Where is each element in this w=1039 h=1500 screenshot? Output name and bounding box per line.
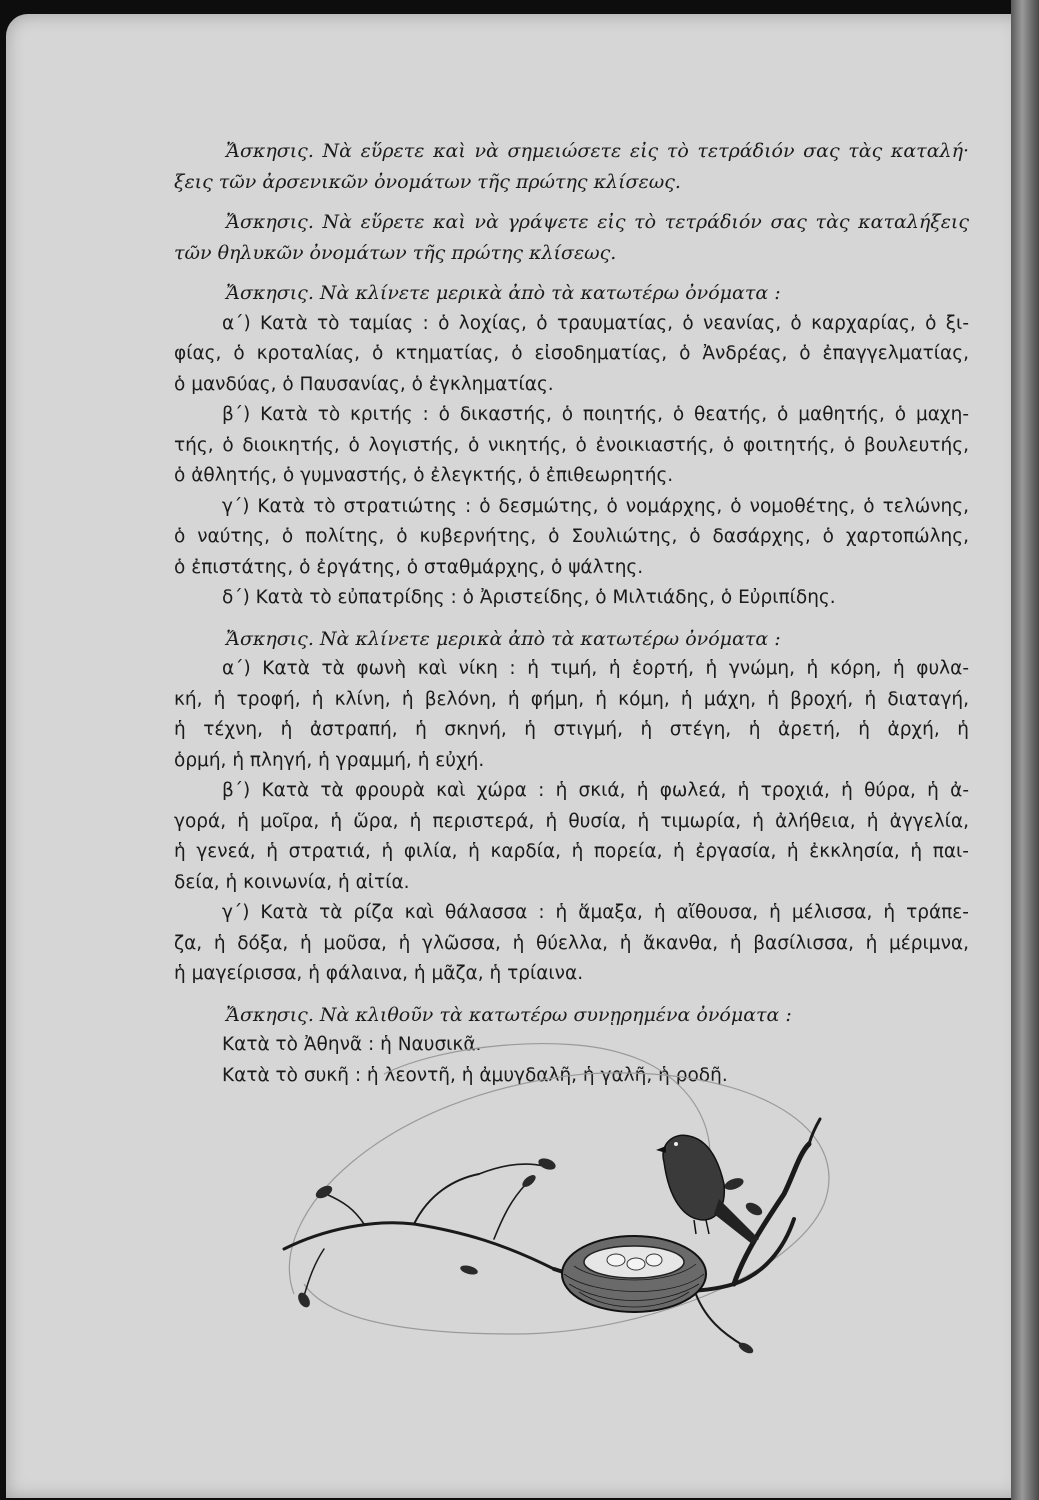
exercise-4-line: γορά, ἡ μοῖρα, ἡ ὥρα, ἡ περιστερά, ἡ θυσία, ἡ τιμωρία, ἡ ἀλήθεια, ἡ ἀγγελία, [174, 810, 969, 832]
pencil-scribble [289, 1044, 829, 1334]
exercise-4-heading: Ἄσκησις. Νὰ κλίνετε μερικὰ ἀπὸ τὰ κατωτέρω ὀνόματα : [226, 627, 781, 650]
exercise-3-line: φίας, ὁ κροταλίας, ὁ κτηματίας, ὁ εἰσοδηματίας, ὁ Ἀνδρέας, ὁ ἐπαγγελματίας, [174, 343, 969, 364]
exercise-1-line-2: ξεις τῶν ἀρσενικῶν ὀνομάτων τῆς πρώτης κλίσεως. [174, 170, 681, 193]
exercise-1 [174, 136, 969, 197]
exercise-3-line: τής, ὁ διοικητής, ὁ λογιστής, ὁ νικητής, ὁ ἐνοικιαστής, ὁ φοιτητής, ὁ βουλευτής, [174, 434, 969, 456]
exercise-4-line: α΄) Κατὰ τὰ φωνὴ καὶ νίκη : ἡ τιμή, ἡ ἑορτή, ἡ γνώμη, ἡ κόρη, ἡ φυλα- [222, 658, 969, 679]
exercise-3-line: δ΄) Κατὰ τὸ εὐπατρίδης : ὁ Ἀριστείδης, ὁ Μιλτιάδης, ὁ Εὐριπίδης. [222, 587, 836, 608]
exercise-5-line: Κατὰ τὸ συκῆ : ἡ λεοντῆ, ἡ ἀμυγδαλῆ, ἡ γαλῆ, ἡ ροδῆ. [222, 1064, 728, 1086]
exercise-5-line: Κατὰ τὸ Ἀθηνᾶ : ἡ Ναυσικᾶ. [222, 1034, 482, 1055]
book-page [6, 14, 1022, 1498]
exercise-1-line-1: Ἄσκησις. Νὰ εὕρετε καὶ νὰ σημειώσετε εἰς τὸ τετράδιόν σας τὰς καταλή· [226, 140, 969, 162]
exercise-3-line: ὁ ναύτης, ὁ πολίτης, ὁ κυβερνήτης, ὁ Σουλιώτης, ὁ δασάρχης, ὁ χαρτοπώλης, [174, 526, 969, 547]
exercise-4-line: ἡ μαγείρισσα, ἡ φάλαινα, ἡ μᾶζα, ἡ τρίαινα. [174, 963, 584, 984]
exercise-4-line: γ΄) Κατὰ τὰ ρίζα καὶ θάλασσα : ἡ ἅμαξα, ἡ αἴθουσα, ἡ μέλισσα, ἡ τράπε- [222, 902, 969, 923]
bird-icon [656, 1135, 759, 1244]
exercise-3 [174, 278, 969, 614]
exercise-3-line: ὁ ἐπιστάτης, ὁ ἐργάτης, ὁ σταθμάρχης, ὁ ψάλτης. [174, 556, 644, 578]
exercise-3-heading: Ἄσκησις. Νὰ κλίνετε μερικὰ ἀπὸ τὰ κατωτέρω ὀνόματα : [226, 282, 781, 304]
exercise-4 [174, 624, 969, 990]
exercise-4-line: κή, ἡ τροφή, ἡ κλίνη, ἡ βελόνη, ἡ φήμη, ἡ κόμη, ἡ μάχη, ἡ βροχή, ἡ διαταγή, [174, 688, 969, 710]
exercise-5-heading: Ἄσκησις. Νὰ κλιθοῦν τὰ κατωτέρω συνῃρημένα ὀνόματα : [226, 1003, 792, 1026]
bird-nest-illustration [264, 1034, 844, 1364]
exercise-2-line-2: τῶν θηλυκῶν ὀνομάτων τῆς πρώτης κλίσεως. [174, 241, 617, 264]
exercise-4-line: ἡ τέχνη, ἡ ἀστραπή, ἡ σκηνή, ἡ στιγμή, ἡ στέγη, ἡ ἀρετή, ἡ ἀρχή, ἡ [174, 719, 969, 740]
exercise-4-line: ζα, ἡ δόξα, ἡ μοῦσα, ἡ γλῶσσα, ἡ θύελλα, ἡ ἄκανθα, ἡ βασίλισσα, ἡ μέριμνα, [174, 932, 969, 954]
exercise-4-line: β΄) Κατὰ τὰ φρουρὰ καὶ χώρα : ἡ σκιά, ἡ φωλεά, ἡ τροχιά, ἡ θύρα, ἡ ἀ- [222, 780, 969, 801]
exercise-4-line: ὁρμή, ἡ πληγή, ἡ γραμμή, ἡ εὐχή. [174, 749, 485, 771]
exercise-2-line-1: Ἄσκησις. Νὰ εὕρετε καὶ νὰ γράψετε εἰς τὸ τετράδιόν σας τὰς καταλήξεις [226, 211, 969, 233]
nest-icon [562, 1236, 706, 1312]
exercise-2 [174, 207, 969, 268]
exercise-4-line: δεία, ἡ κοινωνία, ἡ αἰτία. [174, 871, 410, 893]
book-spine [1011, 0, 1039, 1500]
exercise-3-line: β΄) Κατὰ τὸ κριτής : ὁ δικαστής, ὁ ποιητής, ὁ θεατής, ὁ μαθητής, ὁ μαχη- [222, 404, 969, 425]
exercise-3-line: α΄) Κατὰ τὸ ταμίας : ὁ λοχίας, ὁ τραυματίας, ὁ νεανίας, ὁ καρχαρίας, ὁ ξι- [222, 312, 969, 334]
page-content [174, 136, 969, 1101]
exercise-3-line: ὁ ἀθλητής, ὁ γυμναστής, ὁ ἐλεγκτής, ὁ ἐπιθεωρητής. [174, 465, 674, 486]
exercise-3-line: γ΄) Κατὰ τὸ στρατιώτης : ὁ δεσμώτης, ὁ νομάρχης, ὁ νομοθέτης, ὁ τελώνης, [222, 495, 969, 517]
exercise-4-line: ἡ γενεά, ἡ στρατιά, ἡ φιλία, ἡ καρδία, ἡ πορεία, ἡ ἐργασία, ἡ ἐκκλησία, ἡ παι- [174, 841, 969, 862]
exercise-3-line: ὁ μανδύας, ὁ Παυσανίας, ὁ ἐγκληματίας. [174, 373, 554, 395]
